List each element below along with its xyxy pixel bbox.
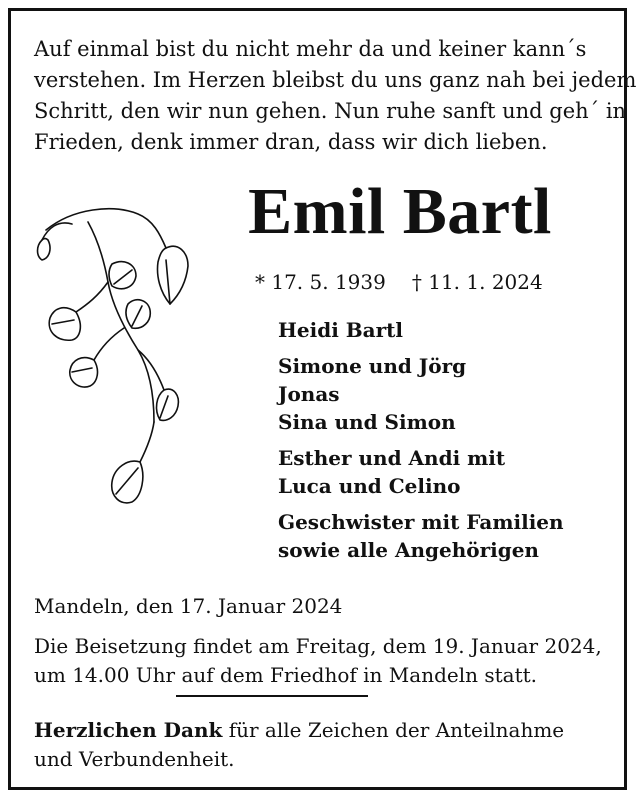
mourner-line: Geschwister mit Familien — [278, 510, 564, 534]
funeral-notice — [34, 632, 602, 690]
divider — [176, 695, 368, 697]
funeral-line: um 14.00 Uhr auf dem Friedhof in Mandeln statt. — [34, 663, 537, 687]
thanks-rest: für alle Zeichen der Anteilnahme und Verbundenheit. — [34, 718, 565, 771]
mourner-line: Esther und Andi mit — [278, 446, 506, 470]
poem-line: Auf einmal bist du nicht mehr da und keiner kann´s — [34, 37, 587, 61]
mourners-list — [278, 316, 608, 572]
mourner-line: Sina und Simon — [278, 410, 456, 434]
mourner-group — [278, 316, 608, 344]
funeral-line: Die Beisetzung findet am Freitag, dem 19. Januar 2024, — [34, 634, 602, 658]
poem-line: Frieden, denk immer dran, dass wir dich lieben. — [34, 130, 548, 154]
mourner-line: Jonas — [278, 382, 340, 406]
poem-line: verstehen. Im Herzen bleibst du uns ganz nah bei jedem — [34, 68, 637, 92]
death-date: † 11. 1. 2024 — [411, 270, 543, 294]
place-date: Mandeln, den 17. Januar 2024 — [34, 594, 343, 618]
life-dates — [255, 268, 543, 296]
deceased-name: Emil Bartl — [248, 175, 552, 248]
mourner-line: Simone und Jörg — [278, 354, 467, 378]
mourner-group — [278, 352, 608, 436]
birth-date: * 17. 5. 1939 — [255, 270, 386, 294]
mourner-line: Heidi Bartl — [278, 318, 403, 342]
mourner-group — [278, 508, 608, 564]
poem — [34, 34, 637, 158]
mourner-group — [278, 444, 608, 500]
mourner-line: sowie alle Angehörigen — [278, 538, 539, 562]
poem-line: Schritt, den wir nun gehen. Nun ruhe sanft und geh´ in — [34, 99, 627, 123]
thanks-bold: Herzlichen Dank — [34, 718, 223, 742]
birch-branch-icon — [28, 200, 198, 530]
thanks-note — [34, 716, 604, 774]
mourner-line: Luca und Celino — [278, 474, 461, 498]
